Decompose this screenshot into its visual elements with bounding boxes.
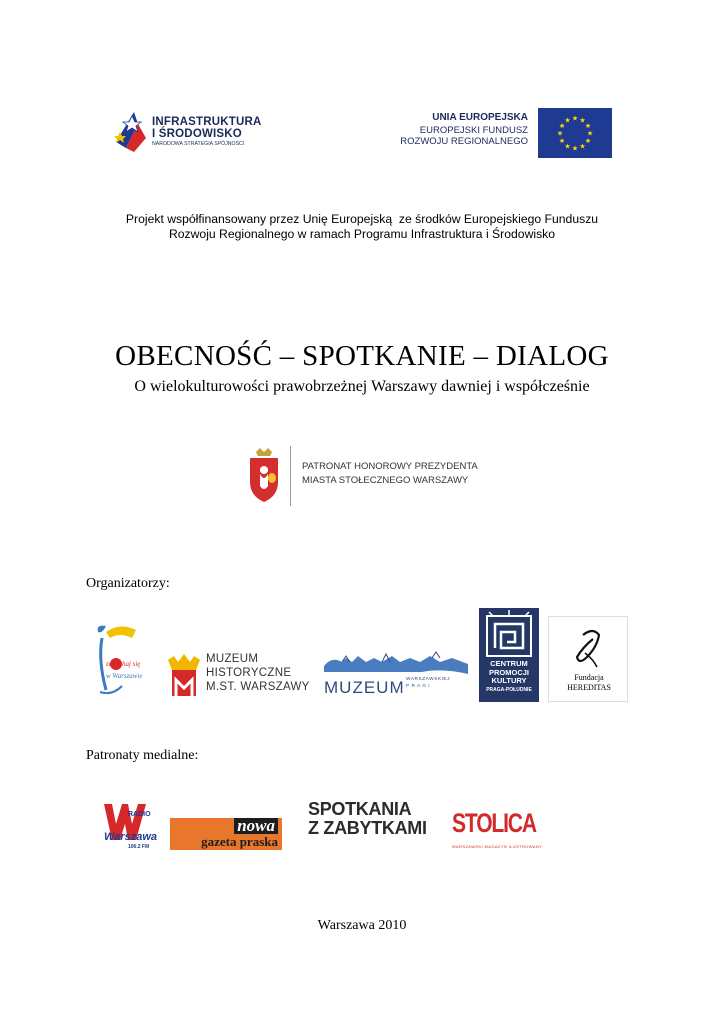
- organizers-heading: Organizatorzy:: [86, 576, 170, 591]
- eu-star-icon: ★: [558, 137, 566, 145]
- hereditas-line2: HEREDITAS: [567, 683, 611, 692]
- muzeum-hist-line2: HISTORYCZNE: [206, 667, 292, 679]
- ue-line2: EUROPEJSKI FUNDUSZ: [419, 125, 528, 136]
- infra-line2: I ŚRODOWISKO: [152, 128, 242, 140]
- cpk-line2: PROMOCJI: [488, 667, 529, 677]
- patronat-divider: [290, 446, 291, 506]
- cpk-line4: PRAGA-POŁUDNIE: [486, 686, 532, 693]
- eu-star-icon: ★: [579, 116, 586, 125]
- nowa-name: nowa: [234, 818, 278, 834]
- page-title: OBECNOŚĆ – SPOTKANIE – DIALOG: [115, 340, 609, 372]
- radio-warszawa-logo: [98, 800, 160, 852]
- eu-star-icon: ★: [556, 129, 564, 138]
- eu-star-icon: ★: [571, 144, 579, 153]
- stolica-name: STOLICA: [452, 808, 536, 838]
- project-funding-text: [60, 212, 664, 242]
- eu-star-icon: ★: [571, 114, 579, 123]
- nowa-sub: gazeta praska: [201, 834, 278, 849]
- cpk-line3: KULTURY: [491, 676, 527, 686]
- radio-freq-text: 106.2 FM: [128, 844, 150, 850]
- stolica-logo: [452, 808, 543, 852]
- unia-europejska-logo: [400, 108, 612, 158]
- ue-line1: UNIA EUROPEJSKA: [432, 112, 528, 123]
- nowa-gazeta-praska-logo: [170, 818, 282, 850]
- muzeum-hist-line3: M.ST. WARSZAWY: [206, 681, 310, 693]
- project-text-line2: Rozwoju Regionalnego w ramach Programu Infrastruktura i Środowisko: [168, 227, 556, 241]
- eu-star-icon: ★: [586, 129, 594, 138]
- muzeum-historyczne-logo: [162, 644, 312, 700]
- infrastruktura-srodowisko-logo: [112, 104, 262, 154]
- muzeum-hist-line1: MUZEUM: [206, 653, 259, 665]
- centrum-promocji-kultury-logo: [479, 608, 539, 702]
- fundacja-hereditas-logo: [548, 616, 628, 702]
- spotkania-line1: SPOTKANIA: [308, 799, 412, 819]
- cpk-emblem-icon: [479, 608, 539, 658]
- infra-line3: NARODOWA STRATEGIA SPÓJNOŚCI: [152, 141, 245, 147]
- muzeum-warszawskiej-pragi-logo: [322, 650, 470, 700]
- eu-star-icon: ★: [584, 137, 592, 145]
- cpk-line1: CENTRUM: [490, 659, 528, 668]
- zakochaj-emblem-icon: [92, 620, 148, 702]
- zakochaj-sie-w-warszawie-logo: [92, 620, 148, 702]
- eu-star-icon: ★: [564, 116, 571, 125]
- muzeum-praga-name: MUZEUM: [324, 678, 405, 697]
- spotkania-line2: Z ZABYTKAMI: [308, 818, 427, 838]
- cpk-text: [479, 660, 539, 694]
- patronat-line2: MIASTA STOŁECZNEGO WARSZAWY: [302, 475, 469, 486]
- muzeum-historyczne-emblem-icon: [166, 648, 202, 698]
- radio-name-text: Warszawa: [104, 831, 157, 843]
- eu-star-icon: ★: [584, 122, 592, 130]
- project-text-line1: Projekt współfinansowany przez Unię Europejską ze środków Europejskiego Funduszu: [125, 212, 599, 226]
- eu-star-icon: ★: [558, 122, 566, 130]
- eu-flag-icon: [538, 108, 612, 158]
- media-patronage-heading: Patronaty medialne:: [86, 748, 199, 763]
- radio-warszawa-emblem-icon: [98, 800, 160, 852]
- muzeum-historyczne-text: [206, 652, 310, 694]
- stolica-sub: WARSZAWSKI MAGAZYN ILUSTROWANY: [452, 844, 543, 849]
- radio-top-text: RADIO: [128, 811, 151, 818]
- hereditas-line1: Fundacja: [574, 673, 604, 682]
- svg-text:zakochaj się: zakochaj się: [106, 660, 141, 668]
- eu-star-icon: ★: [564, 142, 571, 151]
- infrastruktura-emblem-icon: [112, 104, 152, 154]
- muzeum-praga-subtext: [406, 676, 450, 690]
- eu-star-icon: ★: [579, 142, 586, 151]
- svg-text:w Warszawie: w Warszawie: [106, 672, 143, 680]
- infra-line1: INFRASTRUKTURA: [152, 116, 262, 128]
- hereditas-emblem-icon: [549, 617, 629, 673]
- patronat-text: [302, 460, 478, 488]
- praga-skyline-icon: [322, 650, 470, 676]
- muzeum-praga-line2: P R A G I: [406, 684, 431, 689]
- ue-line3: ROZWOJU REGIONALNEGO: [400, 136, 528, 147]
- muzeum-praga-line1: WARSZAWSKIEJ: [406, 677, 451, 682]
- page-subtitle: O wielokulturowości prawobrzeżnej Warszawy dawniej i współcześnie: [134, 378, 590, 395]
- warsaw-coat-of-arms-icon: [244, 446, 284, 504]
- patronat-honorowy-logo: [244, 444, 504, 506]
- hereditas-text: [549, 673, 629, 693]
- footer-place-year: Warszawa 2010: [317, 918, 407, 933]
- spotkania-z-zabytkami-logo: [308, 800, 434, 840]
- patronat-line1: PATRONAT HONOROWY PREZYDENTA: [302, 461, 478, 472]
